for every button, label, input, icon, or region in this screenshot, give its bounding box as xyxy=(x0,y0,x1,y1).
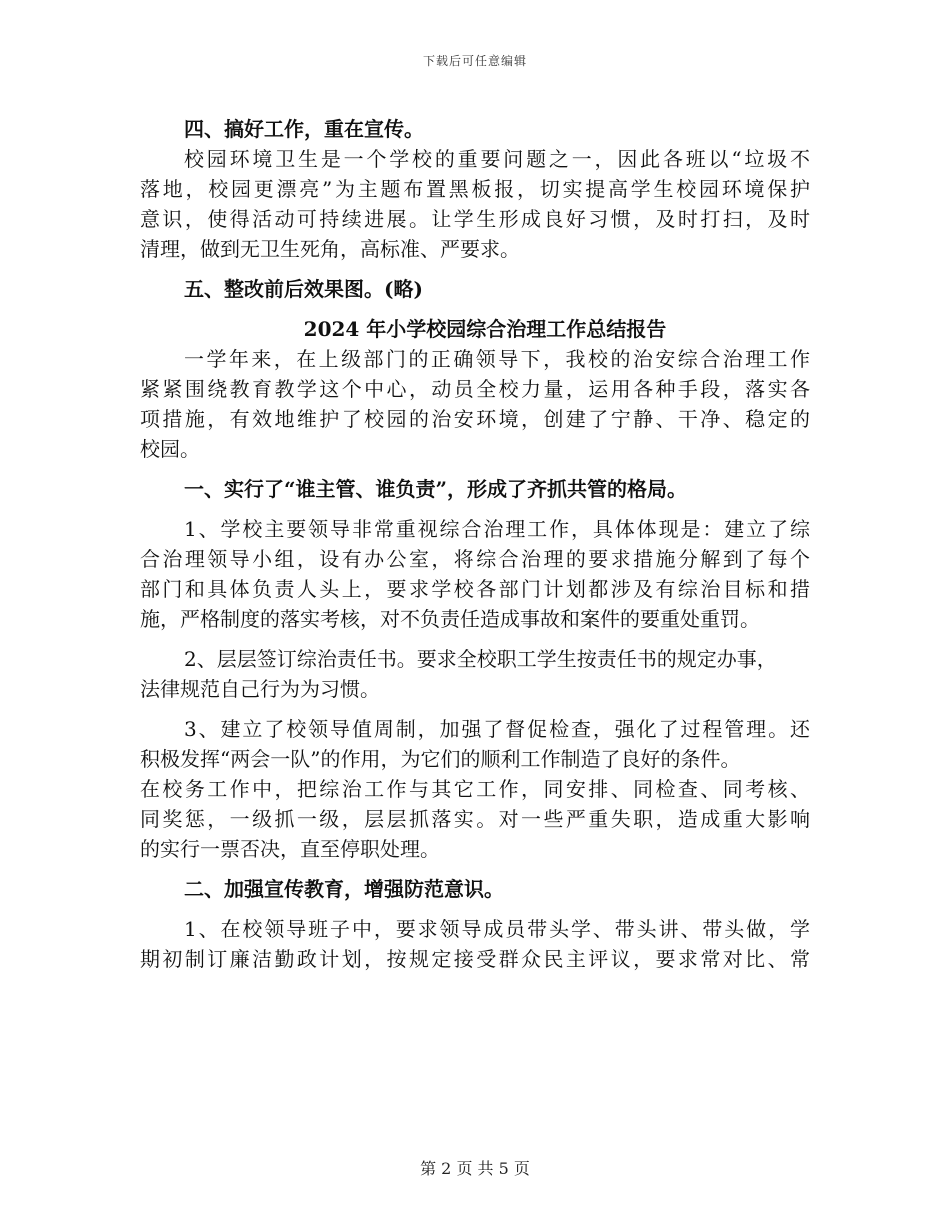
document-body xyxy=(140,114,810,974)
paragraph-line: 法律规范自己行为为习惯。 xyxy=(140,677,380,701)
paragraph-line: 1、学校主要领导非常重视综合治理工作，具体体现是：建立了综 xyxy=(184,517,810,541)
paragraph-line: 意识，使得活动可持续进展。让学生形成良好习惯，及时打扫，及时 xyxy=(140,207,810,231)
paragraph-line: 3、建立了校领导值周制，加强了督促检查，强化了过程管理。还 xyxy=(184,717,810,741)
paragraph-line: 落地，校园更漂亮”为主题布置黑板报，切实提高学生校园环境保护 xyxy=(140,177,810,201)
paragraph-line: 校园环境卫生是一个学校的重要问题之一，因此各班以“垃圾不 xyxy=(184,147,810,171)
part2-heading: 二、加强宣传教育，增强防范意识。 xyxy=(184,877,504,901)
paragraph-line: 1、在校领导班子中，要求领导成员带头学、带头讲、带头做，学 xyxy=(184,917,810,941)
paragraph-line: 同奖惩，一级抓一级，层层抓落实。对一些严重失职，造成重大影响 xyxy=(140,807,810,831)
paragraph-line: 合治理领导小组，设有办公室，将综合治理的要求措施分解到了每个 xyxy=(140,547,810,571)
page-header: 下载后可任意编辑 xyxy=(422,54,527,68)
intro-paragraph xyxy=(140,344,810,464)
paragraph-line: 清理，做到无卫生死角，高标准、严要求。 xyxy=(140,237,520,261)
paragraph-line: 期初制订廉洁勤政计划，按规定接受群众民主评议，要求常对比、常 xyxy=(140,947,810,971)
section5-heading: 五、整改前后效果图。(略) xyxy=(184,277,423,301)
part1-heading: 一、实行了“谁主管、谁负责”，形成了齐抓共管的格局。 xyxy=(184,477,688,501)
page-footer: 第 2 页 共 5 页 xyxy=(420,1159,530,1178)
paragraph-line: 2、层层签订综治责任书。要求全校职工学生按责任书的规定办事， xyxy=(184,647,777,671)
report-title: 2024 年小学校园综合治理工作总结报告 xyxy=(303,317,667,341)
paragraph-line: 部门和具体负责人头上，要求学校各部门计划都涉及有综治目标和措 xyxy=(140,577,810,601)
paragraph-line: 施，严格制度的落实考核，对不负责任造成事故和案件的要重处重罚。 xyxy=(140,607,760,631)
paragraph-line: 项措施，有效地维护了校园的治安环境，创建了宁静、干净、稳定的 xyxy=(140,407,810,431)
part1-item3-paragraph xyxy=(140,714,810,864)
section4-paragraph xyxy=(140,144,810,264)
paragraph-line: 校园。 xyxy=(140,437,200,461)
paragraph-line: 的实行一票否决，直至停职处理。 xyxy=(140,837,440,861)
section4-heading: 四、搞好工作，重在宣传。 xyxy=(184,117,424,141)
part1-item2-paragraph xyxy=(140,644,810,704)
paragraph-line: 在校务工作中，把综治工作与其它工作，同安排、同检查、同考核、 xyxy=(140,777,810,801)
part2-item1-paragraph xyxy=(140,914,810,974)
paragraph-line: 紧紧围绕教育教学这个中心，动员全校力量，运用各种手段，落实各 xyxy=(140,377,810,401)
part1-item1-paragraph xyxy=(140,514,810,634)
paragraph-line: 一学年来，在上级部门的正确领导下，我校的治安综合治理工作 xyxy=(184,347,810,371)
paragraph-line: 积极发挥“两会一队”的作用，为它们的顺利工作制造了良好的条件。 xyxy=(140,747,741,771)
